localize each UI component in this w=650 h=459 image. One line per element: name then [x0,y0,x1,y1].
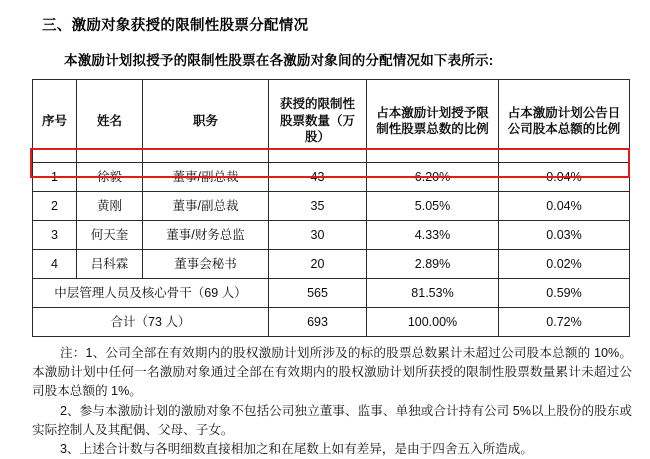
page-title: 三、激励对象获授的限制性股票分配情况 [42,18,309,34]
cell-no: 3 [33,221,77,250]
column-header-no: 序号 [33,80,77,163]
table-row-group-subtotal [33,279,630,308]
cell-quantity: 30 [269,221,367,250]
notes-section [32,344,632,459]
cell-quantity: 43 [269,163,367,192]
note-item: 3、上述合计数与各明细数直接相加之和在尾数上如有差异，是由于四舍五入所造成。 [60,442,533,457]
intro-paragraph: 本激励计划拟授予的限制性股票在各激励对象间的分配情况如下表所示: [64,53,494,68]
column-header-quantity: 获授的限制性股票数量（万股） [269,80,367,163]
cell-pct-of-plan: 5.05% [367,192,499,221]
cell-title: 董事/副总裁 [143,192,269,221]
table-header-row [33,80,630,163]
cell-no: 1 [33,163,77,192]
cell-pct-of-capital: 0.59% [499,279,630,308]
cell-quantity: 565 [269,279,367,308]
cell-no: 2 [33,192,77,221]
table-header [33,80,630,163]
cell-pct-of-plan: 6.20% [367,163,499,192]
table-row [33,250,630,279]
cell-name: 何天奎 [77,221,143,250]
cell-pct-of-plan: 2.89% [367,250,499,279]
table-row [33,163,630,192]
cell-pct-of-capital: 0.02% [499,250,630,279]
cell-group-label: 中层管理人员及核心骨干（69 人） [33,279,269,308]
column-header-pct-of-plan: 占本激励计划授予限制性股票总数的比例 [367,80,499,163]
cell-quantity: 35 [269,192,367,221]
cell-pct-of-capital: 0.03% [499,221,630,250]
table-row [33,221,630,250]
note-item: 注：1、公司全部在有效期内的股权激励计划所涉及的标的股票总数累计未超过公司股本总额的 10%。本激励计划中任何一名激励对象通过全部在有效期内的股权激励计划所获授的限制性股票数量累计未超过公司股本总额的 1%。 [32,346,632,398]
note-item: 2、参与本激励计划的激励对象不包括公司独立董事、监事、单独或合计持有公司 5%以上股份的股东或实际控制人及其配偶、父母、子女。 [32,403,632,437]
cell-pct-of-plan: 100.00% [367,308,499,337]
cell-quantity: 20 [269,250,367,279]
cell-pct-of-plan: 81.53% [367,279,499,308]
table-row [33,192,630,221]
column-header-name: 姓名 [77,80,143,163]
cell-pct-of-plan: 4.33% [367,221,499,250]
cell-pct-of-capital: 0.04% [499,163,630,192]
grant-allocation-table [32,79,630,337]
cell-title: 董事/财务总监 [143,221,269,250]
cell-no: 4 [33,250,77,279]
cell-name: 黄刚 [77,192,143,221]
column-header-pct-of-capital: 占本激励计划公告日公司股本总额的比例 [499,80,630,163]
cell-name: 吕科霖 [77,250,143,279]
cell-name: 徐毅 [77,163,143,192]
table-body [33,163,630,337]
cell-quantity: 693 [269,308,367,337]
cell-title: 董事/副总裁 [143,163,269,192]
cell-title: 董事会秘书 [143,250,269,279]
table-row-total [33,308,630,337]
cell-pct-of-capital: 0.04% [499,192,630,221]
cell-pct-of-capital: 0.72% [499,308,630,337]
column-header-title: 职务 [143,80,269,163]
cell-total-label: 合计（73 人） [33,308,269,337]
